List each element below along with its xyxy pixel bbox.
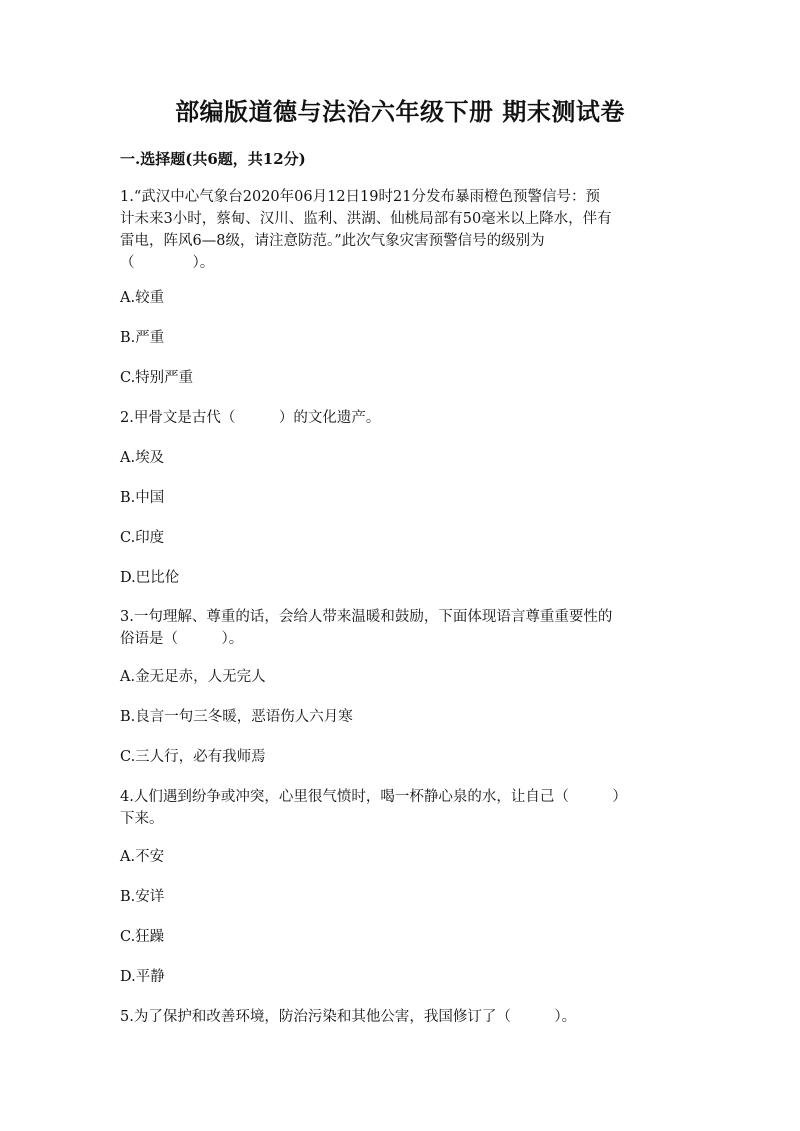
question-1-option-c: C.特别严重: [120, 370, 194, 386]
question-2-option-b: B.中国: [120, 490, 165, 506]
question-4-option-c: C.狂躁: [120, 929, 165, 945]
question-5-stem: 5.为了保护和改善环境，防治污染和其他公害，我国修订了（ ）。: [120, 1009, 577, 1025]
question-1-option-b: B.严重: [120, 330, 165, 346]
question-4-option-b: B.安详: [120, 889, 165, 905]
question-1-line-3: 雷电，阵风6—8级，请注意防范。”此次气象灾害预警信号的级别为: [120, 233, 545, 249]
question-3-stem: [120, 606, 680, 650]
question-2-option-d: D.巴比伦: [120, 570, 180, 586]
page-title: 部编版道德与法治六年级下册 期末测试卷: [175, 97, 625, 126]
question-3-option-b: B.良言一句三冬暖，恶语伤人六月寒: [120, 709, 353, 725]
question-2-option-a: A.埃及: [120, 450, 165, 466]
question-1-option-a: A.较重: [120, 290, 165, 306]
question-2-stem: 2.甲骨文是古代（ ）的文化遗产。: [120, 410, 381, 426]
question-3-line-2: 俗语是（ ）。: [120, 631, 244, 647]
question-4-line-1: 4.人们遇到纷争或冲突，心里很气愤时，喝一杯静心泉的水，让自己（ ）: [120, 789, 627, 805]
question-3-line-1: 3.一句理解、尊重的话，会给人带来温暖和鼓励，下面体现语言尊重重要性的: [120, 609, 613, 625]
question-1-line-1: 1.“武汉中心气象台2020年06月12日19时21分发布暴雨橙色预警信号：预: [120, 189, 600, 205]
question-1-line-4: （ ）。: [120, 255, 215, 271]
question-4-line-2: 下来。: [120, 811, 164, 827]
question-3-option-c: C.三人行，必有我师焉: [120, 749, 266, 765]
section-heading: 一.选择题(共6题，共12分): [120, 150, 306, 168]
question-4-option-d: D.平静: [120, 969, 165, 985]
question-4-stem: [120, 786, 680, 830]
question-1-stem: [120, 186, 680, 274]
question-4-option-a: A.不安: [120, 849, 165, 865]
question-3-option-a: A.金无足赤，人无完人: [120, 669, 266, 685]
question-2-option-c: C.印度: [120, 530, 165, 546]
question-1-line-2: 计未来3小时，蔡甸、汉川、监利、洪湖、仙桃局部有50毫米以上降水，伴有: [120, 211, 612, 227]
